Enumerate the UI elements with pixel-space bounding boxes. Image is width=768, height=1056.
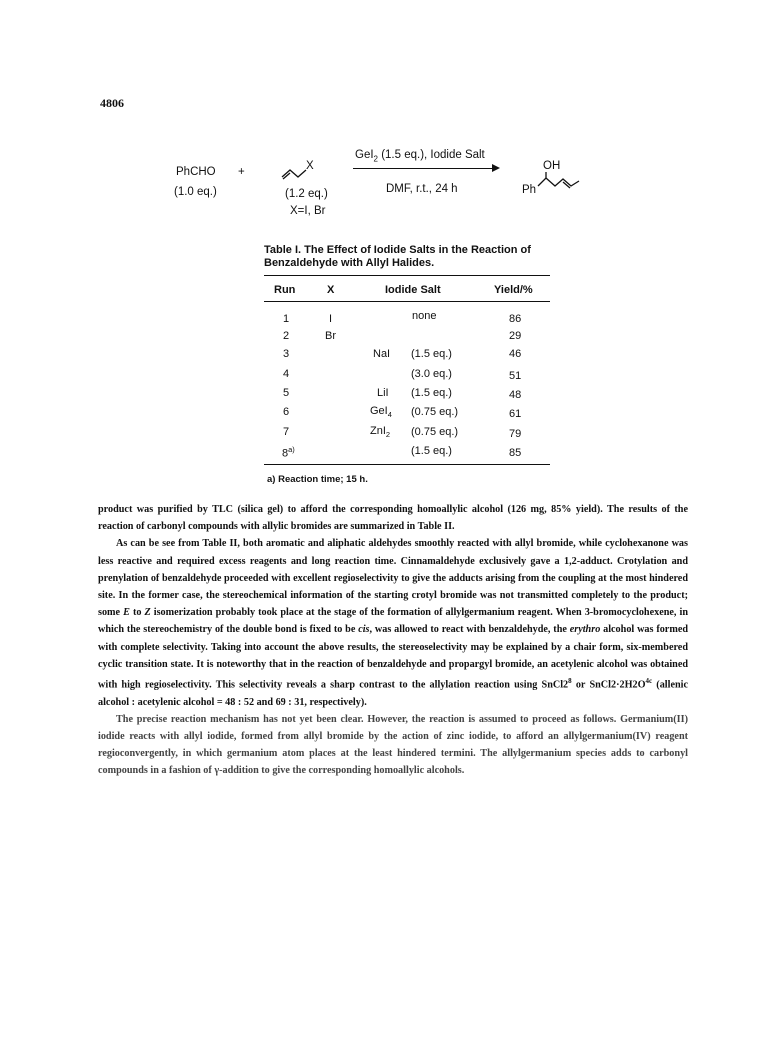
halide-x-label: X: [306, 160, 314, 172]
row-8-run: 8$^{a)}$: [282, 445, 295, 460]
row-2-run: 2: [283, 330, 290, 342]
paragraph-3: The precise reaction mechanism has not yet been clear. However, the reaction is assumed to proceed as follows. Germanium(II) iodide reacts with allyl iodide, formed from allyl bromide by the action of zinc iodide, to afford an allylgermanium(IV) reagent regioconvergently, in which germanium atom places at the least hindered termini. The allylgermanium species adds to carbonyl compounds in a fashion of γ-addition to give the corresponding homoallylic alcohols.: [98, 713, 688, 777]
row-2-x: Br: [325, 330, 336, 342]
row-5-salt: LiI: [377, 387, 389, 399]
product-oh-label: OH: [543, 160, 561, 172]
row-3-yield: 46: [509, 348, 522, 360]
row-6-yield: 61: [509, 408, 522, 420]
row-1-x: I: [329, 313, 333, 325]
row-4-eq: (3.0 eq.): [411, 368, 452, 380]
paragraph-1: product was purified by TLC (silica gel) to afford the corresponding homoallylic alcohol (126 mg, 85% yield). The results of the reaction of carbonyl compounds with allylic bromides are summarized in Table II.: [98, 504, 688, 533]
row-3-eq: (1.5 eq.): [411, 348, 452, 360]
row-8-eq: (1.5 eq.): [411, 445, 452, 457]
table-top-rule: [264, 275, 550, 276]
row-7-salt: ZnI$_2$: [370, 425, 391, 440]
row-7-yield: 79: [509, 428, 522, 440]
table-footnote: a) Reaction time; 15 h.: [267, 474, 368, 485]
table-bottom-rule: [264, 464, 550, 465]
benzaldehyde-label: PhCHO: [176, 166, 216, 178]
page-number: 4806: [100, 96, 124, 110]
reaction-arrow: [353, 168, 496, 169]
reaction-conditions-top: GeI$_2$ (1.5 eq.), Iodide Salt: [355, 149, 485, 164]
header-iodide-salt: Iodide Salt: [385, 284, 441, 296]
row-2-yield: 29: [509, 330, 522, 342]
row-8-yield: 85: [509, 447, 522, 459]
row-7-run: 7: [283, 426, 290, 438]
row-7-eq: (0.75 eq.): [411, 426, 459, 438]
body-text: [98, 501, 688, 780]
halide-note: X=I, Br: [290, 205, 326, 217]
row-3-salt: NaI: [373, 348, 391, 360]
row-6-eq: (0.75 eq.): [411, 406, 459, 418]
reaction-conditions-bottom: DMF, r.t., 24 h: [386, 183, 458, 195]
plus-sign: +: [238, 166, 245, 178]
paragraph-2: As can be see from Table II, both aromatic and aliphatic aldehydes smoothly reacted with allyl bromide, while cyclohexanone was less reactive and required excess reagents and long reaction time. Cinnamaldehyde exclusively gave a 1,2-adduct. Crotylation and prenylation of benzaldehyde proceeded with excellent regioselectivity to give the adducts arising from the coupling at the most hindered site. In the former case, the stereochemical information of the starting crotyl bromide was not transmitted completely to the product; some E to Z isomerization probably took place at the stage of the formation of allylgermanium reagent. When 3-bromocyclohexene, in which the stereochemistry of the double bond is fixed to be cis, was allowed to react with benzaldehyde, the erythro alcohol was formed with complete selectivity. Taking into account the above results, the stereoselectivity may be explained by a chair form, six-membered cyclic transition state. It is noteworthy that in the reaction of benzaldehyde and propargyl bromide, an acetylenic alcohol was obtained with high regioselectivity. This selectivity reveals a sharp contrast to the allylation reaction using $SnCl2^8$ or $SnCl2\cdot 2H2O^{4c}$ (allenic alcohol : acetylenic alcohol = 48 : 52 and 69 : 31, respectively).: [98, 538, 689, 708]
table-caption: Table I. The Effect of Iodide Salts in the Reaction of Benzaldehyde with Allyl Halides.: [264, 244, 531, 269]
reaction-arrow-head: [492, 164, 500, 172]
allyl-halide-amount: (1.2 eq.): [285, 188, 328, 200]
row-1-yield: 86: [509, 313, 522, 325]
header-x: X: [327, 284, 335, 296]
row-4-run: 4: [283, 368, 290, 380]
table-header-rule: [264, 301, 550, 302]
row-6-run: 6: [283, 406, 290, 418]
row-1-salt: none: [412, 310, 437, 322]
row-4-yield: 51: [509, 370, 522, 382]
row-3-run: 3: [283, 348, 290, 360]
benzaldehyde-amount: (1.0 eq.): [174, 186, 217, 198]
row-5-yield: 48: [509, 389, 522, 401]
header-yield: Yield/%: [494, 284, 533, 296]
product-structure: [534, 172, 582, 192]
row-1-run: 1: [283, 313, 290, 325]
row-5-run: 5: [283, 387, 290, 399]
row-6-salt: GeI$_4$: [370, 405, 392, 420]
header-run: Run: [274, 284, 296, 296]
row-5-eq: (1.5 eq.): [411, 387, 452, 399]
product-ph-label: Ph: [522, 184, 537, 196]
